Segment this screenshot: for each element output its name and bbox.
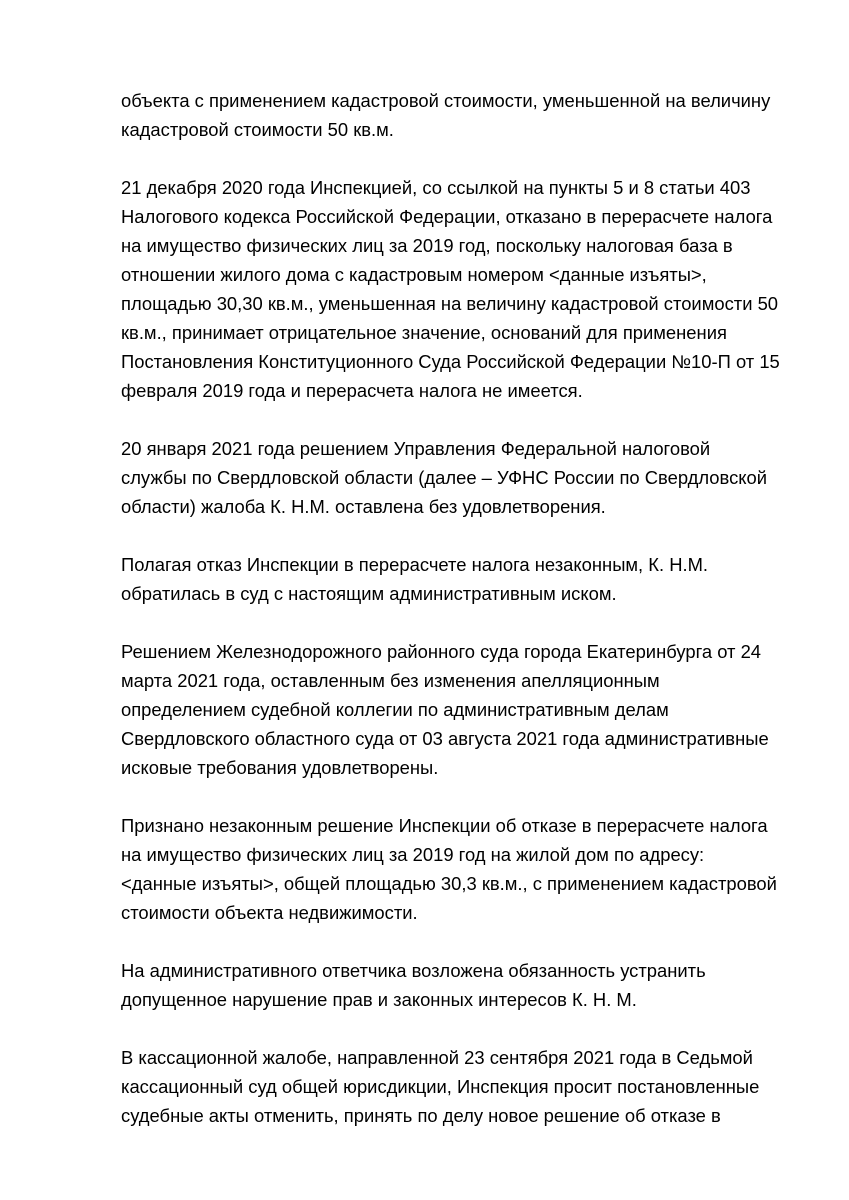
text-line: Свердловского областного суда от 03 августа 2021 года административные xyxy=(121,728,769,749)
paragraph xyxy=(121,956,793,1014)
text-line: Полагая отказ Инспекции в перерасчете налога незаконным, К. Н.М. xyxy=(121,554,709,575)
text-line: <данные изъяты>, общей площадью 30,3 кв.м., с применением кадастровой xyxy=(121,873,777,894)
text-line: кассационный суд общей юрисдикции, Инспекция просит постановленные xyxy=(121,1076,760,1097)
text-line: стоимости объекта недвижимости. xyxy=(121,902,418,923)
paragraph xyxy=(121,434,793,521)
text-line: обратилась в суд с настоящим административным иском. xyxy=(121,583,617,604)
text-line: Решением Железнодорожного районного суда города Екатеринбурга от 24 xyxy=(121,641,762,662)
text-line: Налогового кодекса Российской Федерации, отказано в перерасчете налога xyxy=(121,206,773,227)
text-line: Признано незаконным решение Инспекции об отказе в перерасчете налога xyxy=(121,815,768,836)
text-line: 21 декабря 2020 года Инспекцией, со ссылкой на пункты 5 и 8 статьи 403 xyxy=(121,177,751,198)
text-line: Постановления Конституционного Суда Российской Федерации №10-П от 15 xyxy=(121,351,780,372)
paragraph xyxy=(121,811,793,927)
paragraph-gap xyxy=(121,144,793,173)
paragraph-gap xyxy=(121,1014,793,1043)
document-body xyxy=(121,86,793,1130)
paragraph-gap xyxy=(121,521,793,550)
paragraph-gap xyxy=(121,782,793,811)
text-line: службы по Свердловской области (далее – УФНС России по Свердловской xyxy=(121,467,768,488)
text-line: марта 2021 года, оставленным без изменения апелляционным xyxy=(121,670,660,691)
text-line: кв.м., принимает отрицательное значение, оснований для применения xyxy=(121,322,727,343)
text-line: определением судебной коллегии по административным делам xyxy=(121,699,669,720)
text-line: объекта с применением кадастровой стоимости, уменьшенной на величину xyxy=(121,90,771,111)
text-line: исковые требования удовлетворены. xyxy=(121,757,439,778)
text-line: февраля 2019 года и перерасчета налога не имеется. xyxy=(121,380,583,401)
paragraph-gap xyxy=(121,405,793,434)
text-line: судебные акты отменить, принять по делу новое решение об отказе в xyxy=(121,1105,721,1126)
paragraph xyxy=(121,550,793,608)
paragraph-gap xyxy=(121,608,793,637)
paragraph xyxy=(121,637,793,782)
text-line: На административного ответчика возложена обязанность устранить xyxy=(121,960,706,981)
paragraph xyxy=(121,86,793,144)
paragraph xyxy=(121,173,793,405)
paragraph-gap xyxy=(121,927,793,956)
text-line: отношении жилого дома с кадастровым номером <данные изъяты>, xyxy=(121,264,707,285)
text-line: допущенное нарушение прав и законных интересов К. Н. М. xyxy=(121,989,637,1010)
text-line: площадью 30,30 кв.м., уменьшенная на величину кадастровой стоимости 50 xyxy=(121,293,779,314)
text-line: кадастровой стоимости 50 кв.м. xyxy=(121,119,394,140)
text-line: на имущество физических лиц за 2019 год, поскольку налоговая база в xyxy=(121,235,733,256)
text-line: области) жалоба К. Н.М. оставлена без удовлетворения. xyxy=(121,496,606,517)
text-line: 20 января 2021 года решением Управления Федеральной налоговой xyxy=(121,438,711,459)
paragraph xyxy=(121,1043,793,1130)
text-line: на имущество физических лиц за 2019 год на жилой дом по адресу: xyxy=(121,844,705,865)
text-line: В кассационной жалобе, направленной 23 сентября 2021 года в Седьмой xyxy=(121,1047,753,1068)
